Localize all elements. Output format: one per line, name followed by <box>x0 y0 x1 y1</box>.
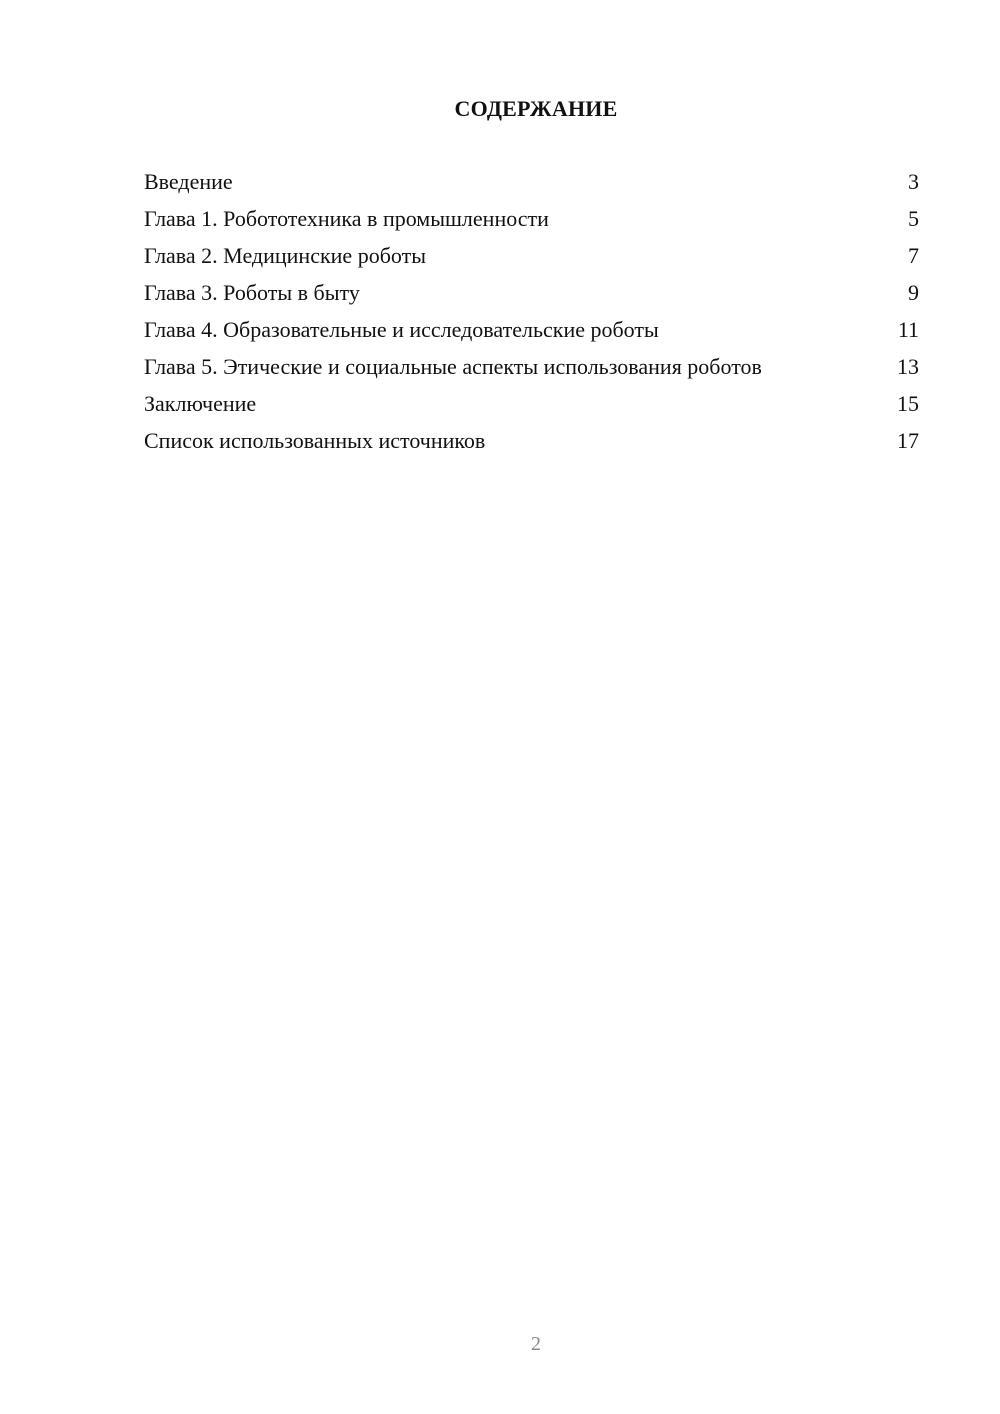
toc-entry-page: 17 <box>897 428 919 453</box>
toc-entry-page: 7 <box>908 243 919 268</box>
toc-entry-chapter-2[interactable] <box>144 242 919 270</box>
page-number: 2 <box>531 1333 541 1355</box>
toc-entry-introduction[interactable] <box>144 168 919 196</box>
toc-entry-page: 5 <box>908 206 919 231</box>
toc-entry-page: 9 <box>908 280 919 305</box>
toc-entry-chapter-5[interactable] <box>144 353 919 381</box>
toc-entry-label: Глава 2. Медицинские роботы <box>144 243 426 268</box>
toc-entry-page: 11 <box>897 317 919 342</box>
table-of-contents <box>144 168 919 464</box>
toc-entry-chapter-3[interactable] <box>144 279 919 307</box>
toc-entry-chapter-4[interactable] <box>144 316 919 344</box>
toc-entry-label: Список использованных источников <box>144 428 486 453</box>
page-title: СОДЕРЖАНИЕ <box>454 96 618 121</box>
toc-entry-conclusion[interactable] <box>144 390 919 418</box>
toc-entry-label: Глава 3. Роботы в быту <box>144 280 360 305</box>
toc-entry-chapter-1[interactable] <box>144 205 919 233</box>
toc-entry-label: Введение <box>144 169 233 194</box>
toc-entry-page: 3 <box>908 169 919 194</box>
toc-entry-page: 13 <box>897 354 919 379</box>
toc-entry-label: Глава 1. Робототехника в промышленности <box>144 206 549 231</box>
toc-entry-label: Глава 4. Образовательные и исследовательские роботы <box>144 317 659 342</box>
toc-entry-page: 15 <box>897 391 919 416</box>
toc-entry-label: Глава 5. Этические и социальные аспекты использования роботов <box>144 354 762 379</box>
toc-entry-label: Заключение <box>144 391 257 416</box>
toc-entry-references[interactable] <box>144 427 919 455</box>
